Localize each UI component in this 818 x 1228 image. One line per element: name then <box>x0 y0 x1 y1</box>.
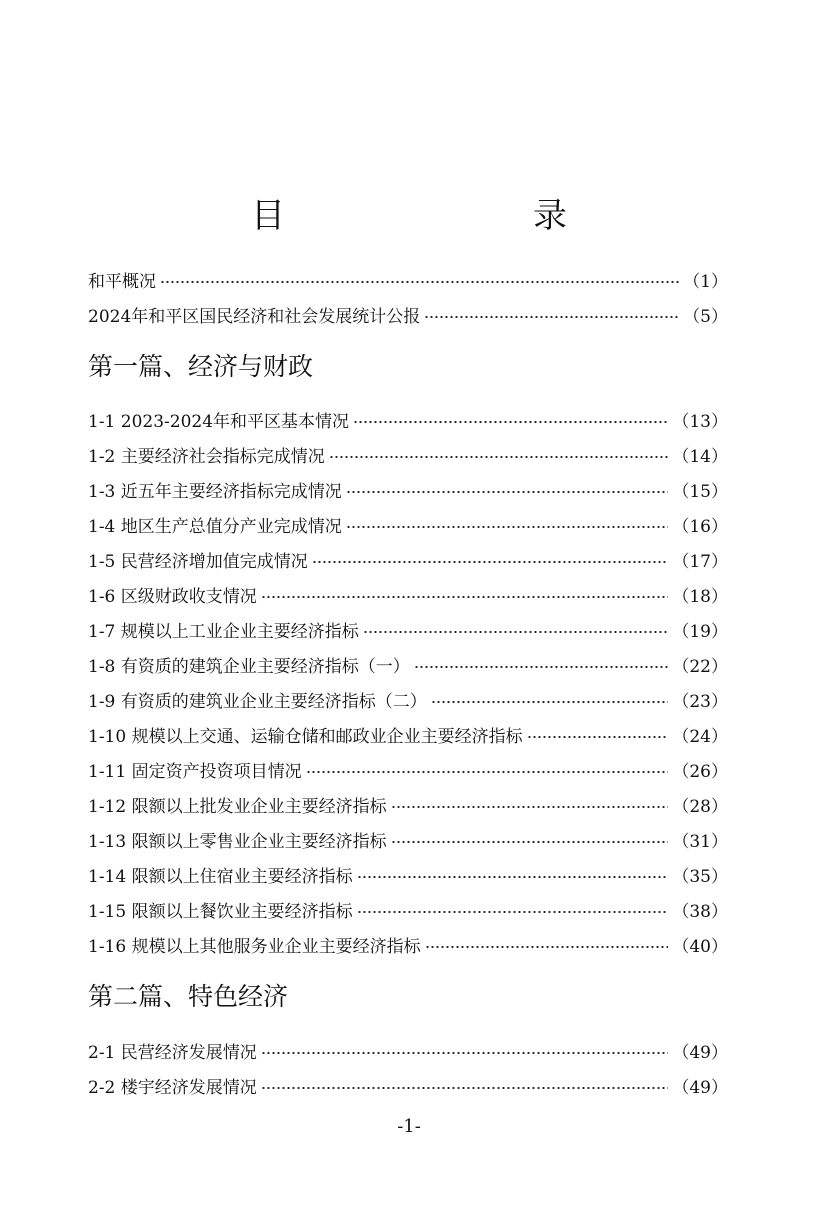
toc-entry-label: 1-1 2023-2024年和平区基本情况 <box>88 411 350 432</box>
page-title: 目 录 <box>251 196 627 236</box>
toc-entry[interactable] <box>88 407 728 431</box>
leader-dots <box>346 491 669 493</box>
toc-entry-label: 1-9 有资质的建筑业企业主要经济指标（二） <box>88 691 427 712</box>
toc-entry-label: 1-16 规模以上其他服务业企业主要经济指标 <box>88 936 421 957</box>
leader-dots <box>424 316 679 318</box>
toc-entry[interactable] <box>88 862 728 886</box>
toc-entry-page: （28） <box>672 796 728 817</box>
toc-entry-label: 1-15 限额以上餐饮业主要经济指标 <box>88 901 353 922</box>
leader-dots <box>363 631 669 633</box>
toc-entry-page: （15） <box>672 481 728 502</box>
section-heading: 第一篇、经济与财政 <box>88 352 314 381</box>
toc-entry-page: （23） <box>672 691 728 712</box>
toc-entry[interactable] <box>88 792 728 816</box>
toc-entry-page: （49） <box>672 1042 728 1063</box>
toc-entry[interactable] <box>88 722 728 746</box>
toc-entry[interactable] <box>88 932 728 956</box>
toc-entry-page: （38） <box>672 901 728 922</box>
toc-entry[interactable] <box>88 652 728 676</box>
leader-dots <box>261 596 669 598</box>
toc-entry[interactable] <box>88 477 728 501</box>
leader-dots <box>329 456 669 458</box>
toc-entry[interactable] <box>88 1073 728 1097</box>
toc-entry-label: 和平概况 <box>88 271 156 292</box>
toc-entry-label: 1-7 规模以上工业企业主要经济指标 <box>88 621 359 642</box>
leader-dots <box>160 281 679 283</box>
leader-dots <box>261 1087 669 1089</box>
leader-dots <box>425 946 669 948</box>
leader-dots <box>357 911 669 913</box>
toc-entry-page: （18） <box>672 586 728 607</box>
leader-dots <box>346 526 669 528</box>
toc-entry[interactable] <box>88 897 728 921</box>
toc-entry[interactable] <box>88 442 728 466</box>
leader-dots <box>527 736 669 738</box>
toc-entry-label: 2-2 楼宇经济发展情况 <box>88 1077 257 1098</box>
toc-entry-label: 1-11 固定资产投资项目情况 <box>88 761 302 782</box>
toc-entry-label: 1-13 限额以上零售业企业主要经济指标 <box>88 831 387 852</box>
toc-entry[interactable] <box>88 1038 728 1062</box>
toc-entry-page: （5） <box>683 306 728 327</box>
toc-entry-label: 2-1 民营经济发展情况 <box>88 1042 257 1063</box>
leader-dots <box>312 561 669 563</box>
toc-entry-page: （24） <box>672 726 728 747</box>
toc-entry-label: 1-5 民营经济增加值完成情况 <box>88 551 308 572</box>
leader-dots <box>391 806 669 808</box>
toc-entry-label: 1-10 规模以上交通、运输仓储和邮政业企业主要经济指标 <box>88 726 523 747</box>
toc-entry[interactable] <box>88 827 728 851</box>
toc-entry[interactable] <box>88 267 728 291</box>
toc-entry-page: （22） <box>672 656 728 677</box>
leader-dots <box>261 1052 669 1054</box>
section-heading: 第二篇、特色经济 <box>88 982 289 1011</box>
toc-entry[interactable] <box>88 547 728 571</box>
toc-entry-page: （19） <box>672 621 728 642</box>
toc-entry-page: （17） <box>672 551 728 572</box>
leader-dots <box>357 876 669 878</box>
toc-entry-label: 1-12 限额以上批发业企业主要经济指标 <box>88 796 387 817</box>
toc-entry[interactable] <box>88 512 728 536</box>
toc-entry-page: （16） <box>672 516 728 537</box>
toc-entry-page: （40） <box>672 936 728 957</box>
toc-entry-page: （13） <box>672 411 728 432</box>
toc-entry-page: （14） <box>672 446 728 467</box>
toc-entry-label: 1-6 区级财政收支情况 <box>88 586 257 607</box>
toc-entry[interactable] <box>88 582 728 606</box>
toc-entry-page: （35） <box>672 866 728 887</box>
toc-entry-label: 1-3 近五年主要经济指标完成情况 <box>88 481 342 502</box>
toc-entry-page: （31） <box>672 831 728 852</box>
toc-entry[interactable] <box>88 687 728 711</box>
leader-dots <box>391 841 669 843</box>
toc-entry-label: 1-14 限额以上住宿业主要经济指标 <box>88 866 353 887</box>
toc-entry[interactable] <box>88 617 728 641</box>
leader-dots <box>353 421 668 423</box>
leader-dots <box>306 771 669 773</box>
toc-entry-label: 1-2 主要经济社会指标完成情况 <box>88 446 325 467</box>
leader-dots <box>431 701 669 703</box>
toc-entry[interactable] <box>88 757 728 781</box>
toc-entry-label: 1-4 地区生产总值分产业完成情况 <box>88 516 342 537</box>
toc-entry-label: 2024年和平区国民经济和社会发展统计公报 <box>88 306 421 327</box>
toc-entry[interactable] <box>88 302 728 326</box>
leader-dots <box>414 666 669 668</box>
toc-entry-page: （1） <box>683 271 728 292</box>
page-number: -1- <box>397 1116 421 1137</box>
toc-entry-page: （49） <box>672 1077 728 1098</box>
toc-entry-label: 1-8 有资质的建筑企业主要经济指标（一） <box>88 656 410 677</box>
toc-entry-page: （26） <box>672 761 728 782</box>
